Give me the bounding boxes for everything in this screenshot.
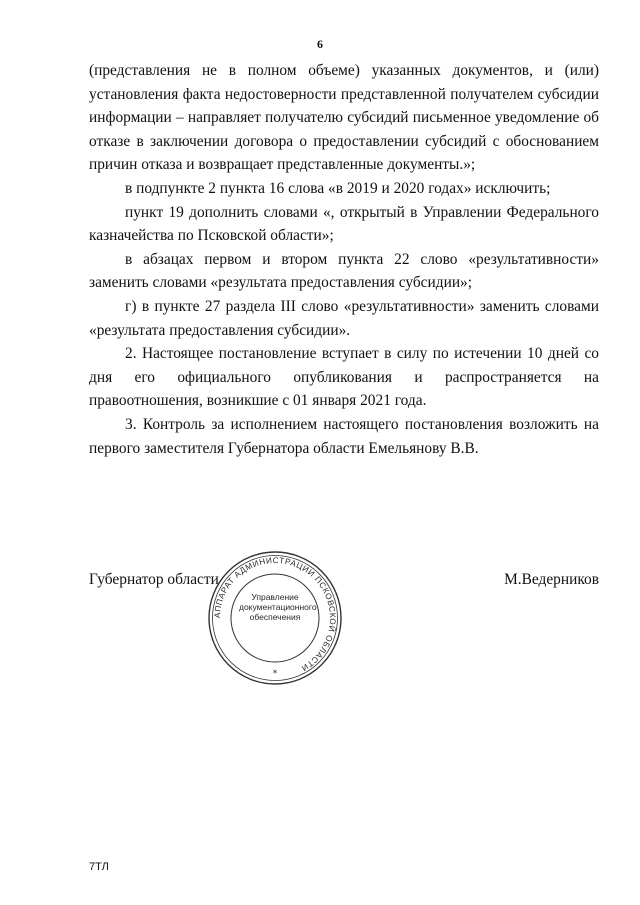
paragraph-item: пункт 19 дополнить словами «, открытый в Управлении Федерального казначейства по Псковской области»; <box>89 203 599 245</box>
page-number: 6 <box>317 37 323 51</box>
stamp-ring-text: АППАРАТ АДМИНИСТРАЦИИ ПСКОВСКОЙ ОБЛАСТИ <box>212 555 338 673</box>
signatory-name: М.Ведерников <box>504 571 599 588</box>
stamp-center-text <box>239 592 317 622</box>
paragraph-item: в подпункте 2 пункта 16 слова «в 2019 и 2020 годах» исключить; <box>125 179 551 197</box>
paragraph-clause-3: 3. Контроль за исполнением настоящего постановления возложить на первого заместителя Губернатора области Емельянову В.В. <box>89 415 599 457</box>
official-stamp <box>205 548 345 688</box>
paragraph-item: г) в пункте 27 раздела III слово «результативности» заменить словами «результата предоставления субсидии». <box>89 297 599 339</box>
stamp-line: Управление <box>251 592 299 602</box>
stamp-line: документационного <box>239 602 317 612</box>
signatory-position: Губернатор области <box>89 571 219 588</box>
stamp-star-icon: * <box>272 669 278 679</box>
footer-code: 7ТЛ <box>89 861 109 873</box>
stamp-line: обеспечения <box>249 612 301 622</box>
document-body <box>89 59 599 460</box>
paragraph-item: в абзацах первом и втором пункта 22 слово «результативности» заменить словами «результата предоставления субсидии»; <box>89 250 599 292</box>
paragraph-continuation: (представления не в полном объеме) указанных документов, и (или) установления факта недостоверности представленной получателем субсидии информации – направляет получателю субсидий письменное уведомление об отказе в заключении договора о предоставлении субсидий с обоснованием причин отказа и возвращает представленные документы.»; <box>89 62 599 174</box>
paragraph-clause-2: 2. Настоящее постановление вступает в силу по истечении 10 дней со дня его официального опубликования и распространяется на правоотношения, возникшие с 01 января 2021 года. <box>89 345 599 410</box>
